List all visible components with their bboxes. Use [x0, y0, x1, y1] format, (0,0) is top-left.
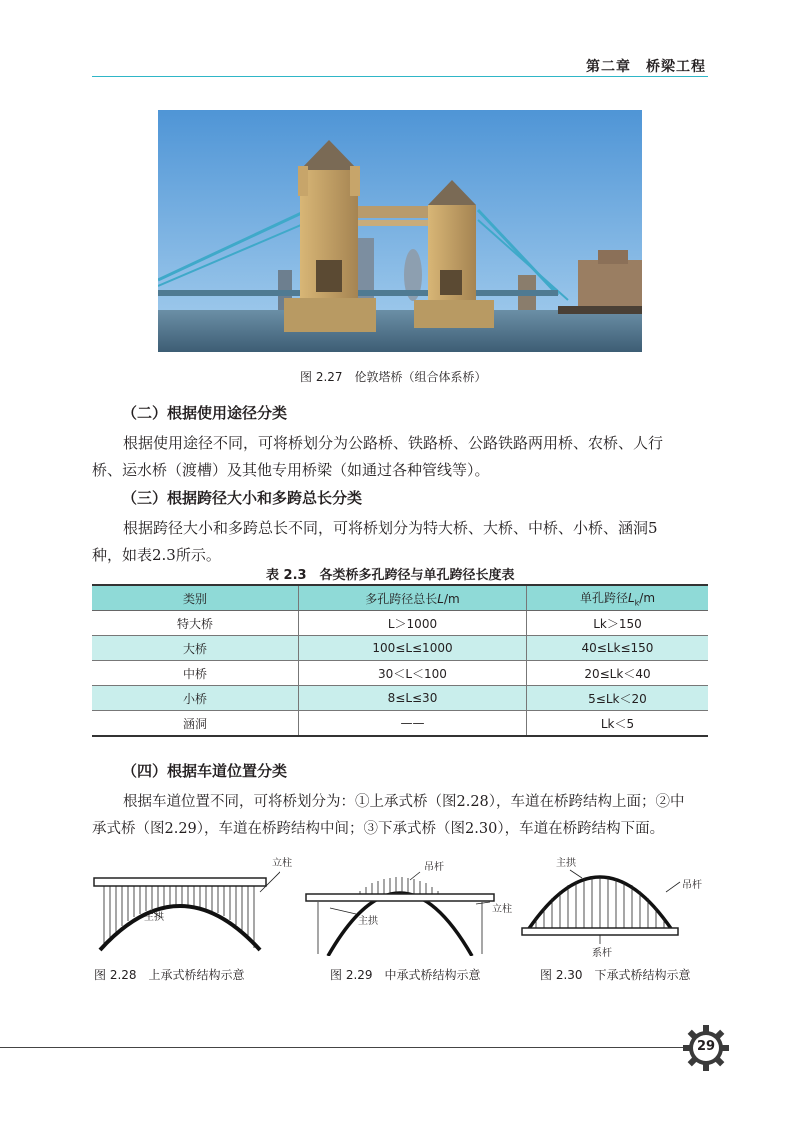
section-3-line-1: 根据跨径大小和多跨总长不同，可将桥划分为特大桥、大桥、中桥、小桥、涵洞5 — [123, 519, 658, 537]
cell-total-length: 100≤L≤1000 — [299, 636, 527, 661]
chapter-title: 第二章 桥梁工程 — [586, 59, 706, 75]
figure-2-29-label-column: 立柱 — [492, 904, 512, 915]
figure-2-30-label-hanger: 吊杆 — [682, 880, 702, 891]
header-total-length: 多孔跨径总长L/m — [299, 585, 527, 611]
section-2-line-2: 桥、运水桥（渡槽）及其他专用桥梁（如通过各种管线等）。 — [92, 461, 490, 479]
cell-category: 特大桥 — [92, 611, 299, 636]
table-2-3-title: 表 2.3 各类桥多孔跨径与单孔跨径长度表 — [266, 568, 515, 583]
table-row — [92, 661, 708, 686]
figure-2-30-label-arch: 主拱 — [556, 858, 576, 869]
section-4-line-1: 根据车道位置不同，可将桥划分为：①上承式桥（图2.28），车道在桥跨结构上面；②中 — [123, 794, 685, 810]
section-2-line-1: 根据使用途径不同，可将桥划分为公路桥、铁路桥、公路铁路两用桥、农桥、人行 — [123, 434, 664, 452]
table-row — [92, 686, 708, 711]
figure-2-28-label-column: 立柱 — [272, 858, 292, 869]
cell-total-length: L＞1000 — [299, 611, 527, 636]
cell-total-length: 30＜L＜100 — [299, 661, 527, 686]
figure-2-30-caption: 图 2.30 下承式桥结构示意 — [540, 968, 691, 982]
figure-2-28-caption: 图 2.28 上承式桥结构示意 — [94, 968, 245, 982]
cell-total-length: 8≤L≤30 — [299, 686, 527, 711]
figure-2-29-caption: 图 2.29 中承式桥结构示意 — [330, 968, 481, 982]
header-rule — [92, 76, 708, 77]
tower-bridge-photo — [158, 110, 642, 352]
figure-2-27-caption: 图 2.27 伦敦塔桥（组合体系桥） — [300, 370, 487, 384]
cell-category: 涵洞 — [92, 711, 299, 737]
header-category: 类别 — [92, 585, 299, 611]
table-2-3 — [92, 584, 708, 737]
cell-single-span: 5≤Lk＜20 — [526, 686, 708, 711]
figure-2-29-label-arch: 主拱 — [358, 916, 378, 927]
cell-single-span: Lk＞150 — [526, 611, 708, 636]
table-row — [92, 636, 708, 661]
cell-single-span: 20≤Lk＜40 — [526, 661, 708, 686]
table-row — [92, 711, 708, 737]
table-header-row — [92, 585, 708, 611]
page-number: 29 — [696, 1039, 716, 1054]
section-3-heading: （三）根据跨径大小和多跨总长分类 — [122, 489, 363, 507]
section-2-heading: （二）根据使用途径分类 — [122, 404, 288, 422]
section-4-line-2: 承式桥（图2.29），车道在桥跨结构中间；③下承式桥（图2.30），车道在桥跨结构下面。 — [92, 821, 665, 837]
cell-total-length: —— — [299, 711, 527, 737]
cell-single-span: 40≤Lk≤150 — [526, 636, 708, 661]
cell-single-span: Lk＜5 — [526, 711, 708, 737]
cell-category: 小桥 — [92, 686, 299, 711]
table-row — [92, 611, 708, 636]
header-single-span: 单孔跨径$L_k/m$ — [526, 585, 708, 611]
figure-2-30-label-tie: 系杆 — [592, 948, 612, 959]
cell-category: 中桥 — [92, 661, 299, 686]
figure-2-30-diagram — [516, 860, 706, 950]
figure-2-28-diagram — [90, 852, 280, 952]
section-4-heading: （四）根据车道位置分类 — [122, 762, 288, 780]
footer-rule — [0, 1047, 690, 1048]
cell-category: 大桥 — [92, 636, 299, 661]
figure-2-29-label-hanger: 吊杆 — [424, 862, 444, 873]
figure-2-28-label-arch: 主拱 — [144, 912, 164, 923]
section-3-line-2: 种，如表2.3所示。 — [92, 546, 221, 564]
figure-2-29-diagram — [300, 860, 500, 956]
